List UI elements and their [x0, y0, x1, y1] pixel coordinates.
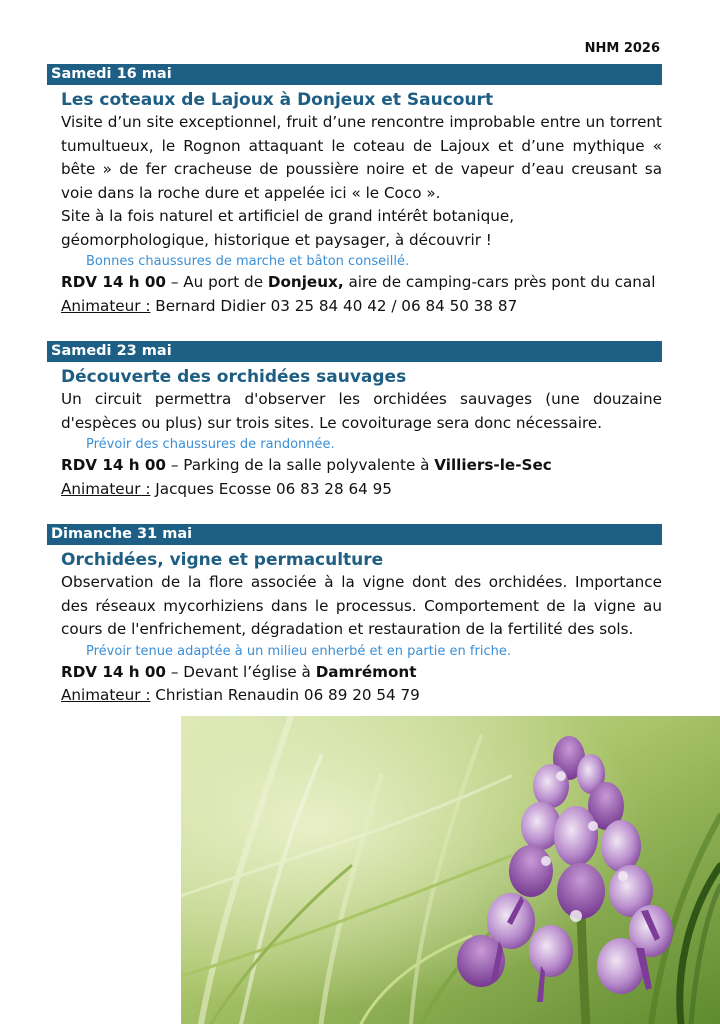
event-advice: Prévoir des chaussures de randonnée.: [86, 437, 335, 452]
event-rendezvous: [61, 661, 662, 685]
description-paragraph: Visite d’un site exceptionnel, fruit d’une rencontre improbable entre un torrent tumultueux, le Rognon attaquant le coteau de Lajoux et d’une mythique « bête » de fer cracheuse de poussière noire et de vapeur d’eau creusant sa voie dans la roche dure et appelée ici « le Coco ».: [61, 113, 662, 202]
rdv-place: Damrémont: [315, 662, 417, 681]
animator-contact: Bernard Didier 03 25 84 40 42 / 06 84 50 38 87: [150, 296, 518, 315]
description-paragraph: Site à la fois naturel et artificiel de grand intérêt botanique, géomorphologique, historique et paysager, à découvrir !: [61, 207, 515, 249]
rdv-label: RDV 14 h 00: [61, 662, 166, 681]
event-rendezvous: [61, 454, 662, 478]
event-section-2: [47, 341, 662, 501]
event-animator: [61, 478, 662, 502]
rdv-place: Villiers-le-Sec: [434, 456, 552, 474]
event-rendezvous: [61, 271, 662, 295]
description-paragraph: Un circuit permettra d'observer les orchidées sauvages (une douzaine d'espèces ou plus) sur trois sites. Le covoiturage sera donc nécessaire.: [61, 390, 662, 432]
event-section-3: [47, 524, 662, 708]
event-description: [61, 388, 662, 435]
event-title: Découverte des orchidées sauvages: [61, 367, 407, 387]
animator-contact: Christian Renaudin 06 89 20 54 79: [150, 686, 420, 704]
event-section-1: [47, 64, 662, 318]
rdv-text-end: aire de camping-cars près pont du canal: [343, 273, 656, 291]
event-date-bar: Samedi 16 mai: [47, 64, 662, 85]
description-paragraph: Observation de la flore associée à la vigne dont des orchidées. Importance des réseaux mycorhiziens dans le processus. Comportement de la vigne au cours de l'enfrichement, dégradation et restauration de la fertilité des sols.: [61, 573, 662, 638]
animator-label: Animateur :: [61, 296, 151, 315]
event-date-bar: Dimanche 31 mai: [47, 524, 662, 545]
animator-label: Animateur :: [61, 479, 151, 498]
document-tag: NHM 2026: [584, 41, 660, 56]
rdv-place: Donjeux,: [267, 273, 344, 291]
rdv-text: – Devant l’église à: [166, 662, 316, 681]
animator-label: Animateur :: [61, 686, 151, 704]
event-title: Orchidées, vigne et permaculture: [61, 550, 384, 570]
event-animator: [61, 684, 662, 708]
event-advice: Prévoir tenue adaptée à un milieu enherbé et en partie en friche.: [86, 643, 511, 659]
orchid-photo: [181, 716, 720, 1024]
animator-contact: Jacques Ecosse 06 83 28 64 95: [150, 479, 392, 498]
rdv-text: – Au port de: [166, 273, 268, 291]
event-description: [61, 571, 662, 642]
event-animator: [61, 295, 662, 319]
event-advice: Bonnes chaussures de marche et bâton conseillé.: [86, 254, 410, 269]
event-date-bar: Samedi 23 mai: [47, 341, 662, 362]
event-description: [61, 111, 662, 252]
event-title: Les coteaux de Lajoux à Donjeux et Saucourt: [61, 90, 494, 110]
rdv-text: – Parking de la salle polyvalente à: [166, 456, 435, 474]
rdv-label: RDV 14 h 00: [61, 273, 166, 291]
rdv-label: RDV 14 h 00: [61, 456, 166, 474]
